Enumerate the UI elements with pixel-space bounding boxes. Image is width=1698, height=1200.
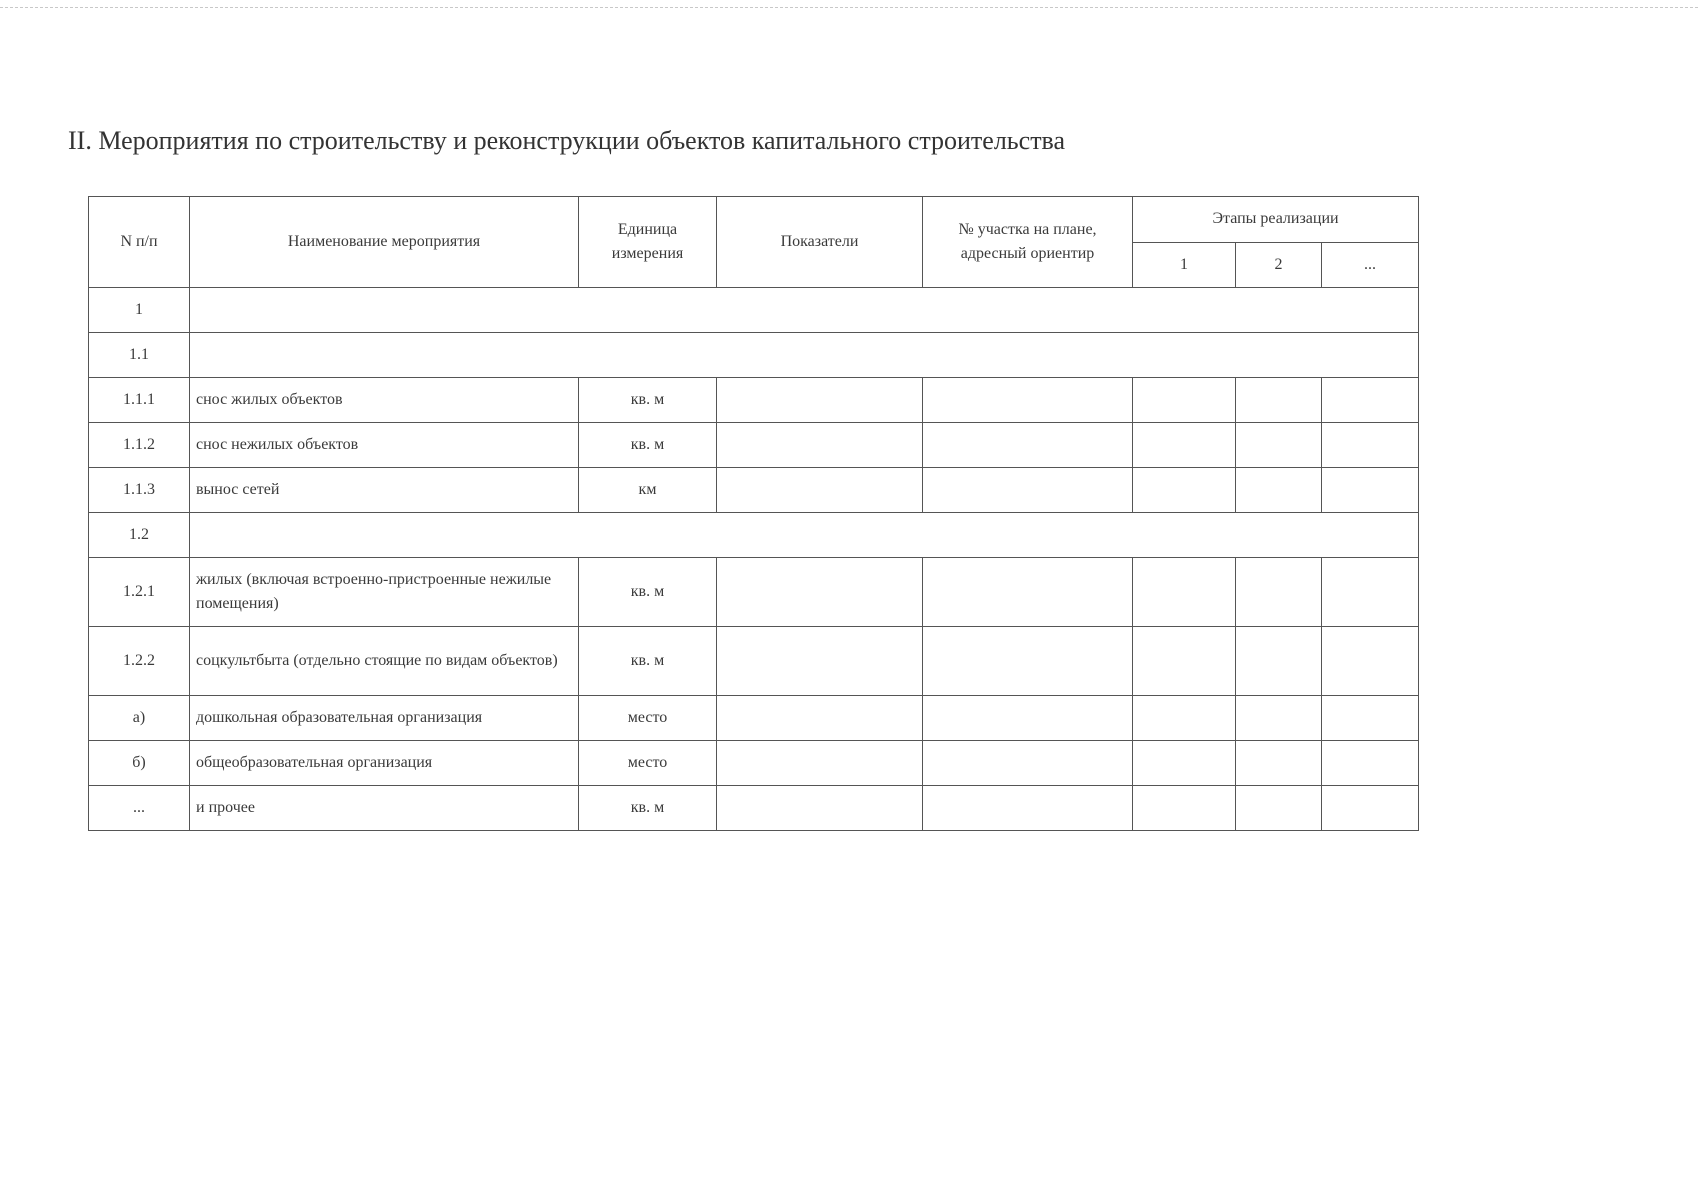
cell-stage-more [1322, 741, 1419, 786]
row-unit: км [579, 468, 717, 513]
row-unit: кв. м [579, 378, 717, 423]
cell-stage-more [1322, 378, 1419, 423]
header-stage-1: 1 [1133, 242, 1236, 288]
cell-stage-more [1322, 627, 1419, 696]
cell-indicators [717, 696, 923, 741]
row-num: 1.2.1 [89, 558, 190, 627]
header-stage-2: 2 [1236, 242, 1322, 288]
row-name: жилых (включая встроенно-пристроенные нежилые помещения) [190, 558, 579, 627]
header-stage-more: ... [1322, 242, 1419, 288]
table-row [89, 513, 1419, 558]
row-merged-empty [190, 513, 1419, 558]
row-name: и прочее [190, 786, 579, 831]
cell-stage-1 [1133, 627, 1236, 696]
row-name: общеобразовательная организация [190, 741, 579, 786]
cell-indicators [717, 468, 923, 513]
cell-plot [923, 468, 1133, 513]
row-num: 1 [89, 288, 190, 333]
header-name: Наименование мероприятия [190, 197, 579, 288]
table-row [89, 423, 1419, 468]
table-row [89, 741, 1419, 786]
table-row [89, 627, 1419, 696]
cell-indicators [717, 627, 923, 696]
row-unit: кв. м [579, 558, 717, 627]
cell-stage-2 [1236, 627, 1322, 696]
cell-plot [923, 378, 1133, 423]
header-num: N п/п [89, 197, 190, 288]
row-unit: место [579, 741, 717, 786]
cell-stage-more [1322, 558, 1419, 627]
row-name: дошкольная образовательная организация [190, 696, 579, 741]
row-num: 1.2.2 [89, 627, 190, 696]
cell-stage-2 [1236, 741, 1322, 786]
cell-stage-more [1322, 468, 1419, 513]
row-merged-empty [190, 288, 1419, 333]
header-unit [579, 197, 717, 288]
table-row [89, 558, 1419, 627]
section-title: II. Мероприятия по строительству и реконструкции объектов капитального строительства [68, 126, 1066, 155]
row-num: а) [89, 696, 190, 741]
cell-stage-1 [1133, 468, 1236, 513]
header-unit-line2: измерения [611, 245, 684, 262]
header-indicators: Показатели [717, 197, 923, 288]
cell-stage-1 [1133, 786, 1236, 831]
row-name: вынос сетей [190, 468, 579, 513]
measures-table [88, 196, 1419, 831]
cell-stage-2 [1236, 378, 1322, 423]
cell-stage-1 [1133, 423, 1236, 468]
table-row [89, 786, 1419, 831]
cell-stage-more [1322, 786, 1419, 831]
cell-stage-more [1322, 423, 1419, 468]
cell-indicators [717, 378, 923, 423]
cell-plot [923, 627, 1133, 696]
cell-stage-2 [1236, 558, 1322, 627]
row-num: 1.1.2 [89, 423, 190, 468]
table-row [89, 288, 1419, 333]
row-merged-empty [190, 333, 1419, 378]
cell-stage-1 [1133, 741, 1236, 786]
cell-plot [923, 741, 1133, 786]
header-plot-line1: № участка на плане, [958, 221, 1097, 238]
table-row [89, 333, 1419, 378]
row-num: 1.2 [89, 513, 190, 558]
cell-plot [923, 696, 1133, 741]
table-row [89, 468, 1419, 513]
cell-stage-1 [1133, 696, 1236, 741]
header-unit-line1: Единица [617, 221, 678, 238]
row-unit: кв. м [579, 423, 717, 468]
row-unit: место [579, 696, 717, 741]
table-row [89, 378, 1419, 423]
cell-indicators [717, 558, 923, 627]
header-stages: Этапы реализации [1133, 197, 1419, 243]
row-name: соцкультбыта (отдельно стоящие по видам объектов) [190, 627, 579, 696]
cell-indicators [717, 741, 923, 786]
row-name: снос жилых объектов [190, 378, 579, 423]
row-num: б) [89, 741, 190, 786]
row-num: ... [89, 786, 190, 831]
cell-indicators [717, 786, 923, 831]
cell-stage-1 [1133, 378, 1236, 423]
header-row-top [89, 197, 1419, 243]
cell-plot [923, 786, 1133, 831]
row-unit: кв. м [579, 786, 717, 831]
cell-stage-1 [1133, 558, 1236, 627]
header-plot [923, 197, 1133, 288]
scan-edge-line [0, 7, 1698, 8]
row-unit: кв. м [579, 627, 717, 696]
cell-indicators [717, 423, 923, 468]
cell-plot [923, 423, 1133, 468]
cell-stage-2 [1236, 696, 1322, 741]
row-num: 1.1 [89, 333, 190, 378]
row-name: снос нежилых объектов [190, 423, 579, 468]
cell-plot [923, 558, 1133, 627]
row-num: 1.1.1 [89, 378, 190, 423]
table-row [89, 696, 1419, 741]
row-num: 1.1.3 [89, 468, 190, 513]
cell-stage-2 [1236, 468, 1322, 513]
header-plot-line2: адресный ориентир [960, 245, 1095, 262]
cell-stage-more [1322, 696, 1419, 741]
cell-stage-2 [1236, 423, 1322, 468]
cell-stage-2 [1236, 786, 1322, 831]
